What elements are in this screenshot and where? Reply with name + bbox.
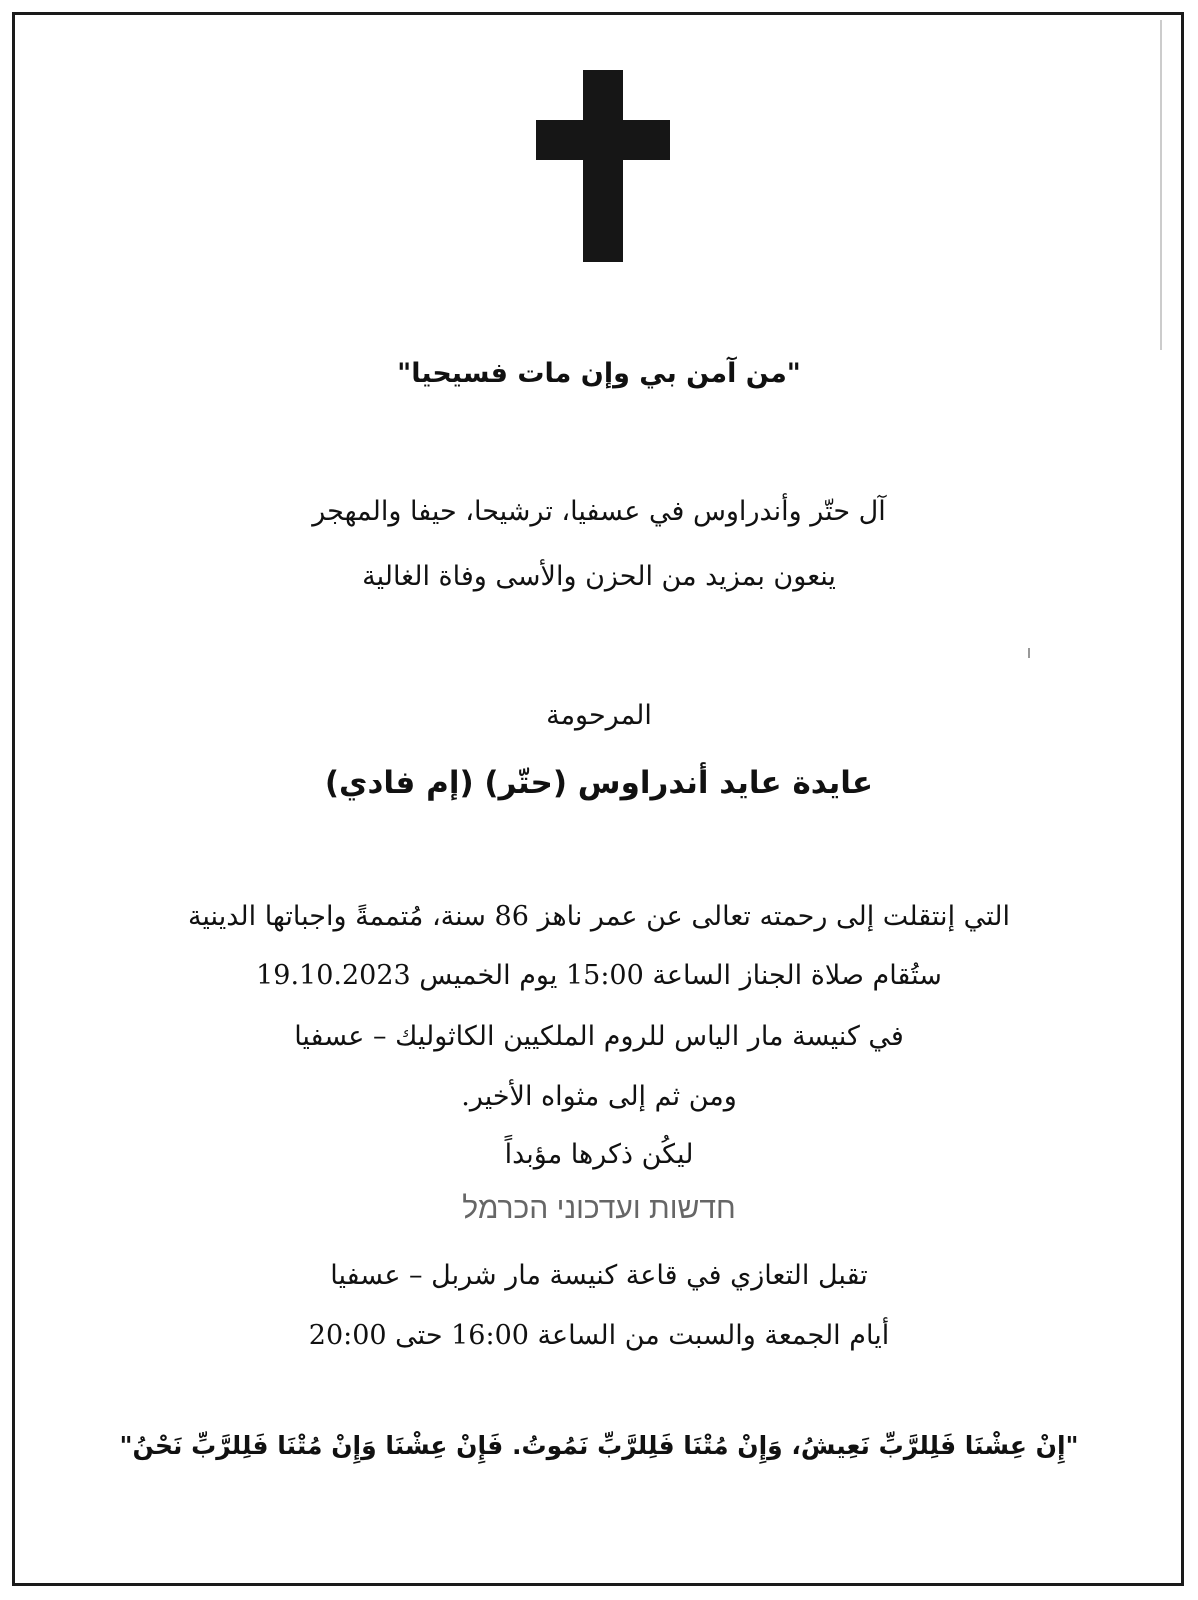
scan-edge-mark bbox=[1160, 20, 1162, 350]
details-memory: ليكُن ذكرها مؤبداً bbox=[504, 1139, 694, 1170]
announcement-families: آل حتّر وأندراوس في عسفيا، ترشيحا، حيفا والمهجر bbox=[312, 496, 886, 527]
announcement-mourning: ينعون بمزيد من الحزن والأسى وفاة الغالية bbox=[362, 561, 836, 592]
condolences-location: تقبل التعازي في قاعة كنيسة مار شربل – عسفيا bbox=[330, 1260, 868, 1291]
details-age-line: التي إنتقلت إلى رحمته تعالى عن عمر ناهز 86 سنة، مُتممةً واجباتها الدينية bbox=[187, 901, 1011, 932]
deceased-name: عايدة عايد أندراوس (حتّر) (إم فادي) bbox=[324, 765, 874, 801]
cross-horizontal-bar bbox=[536, 120, 670, 160]
details-funeral-time: ستُقام صلاة الجناز الساعة 15:00 يوم الخميس 19.10.2023 bbox=[256, 960, 942, 991]
details-church: في كنيسة مار الياس للروم الملكيين الكاثوليك – عسفيا bbox=[294, 1021, 904, 1052]
condolences-hours: أيام الجمعة والسبت من الساعة 16:00 حتى 20:00 bbox=[308, 1320, 890, 1351]
scan-speck bbox=[1028, 648, 1030, 658]
cross-vertical-bar bbox=[583, 70, 623, 262]
scripture-quote: "من آمن بي وإن مات فسيحيا" bbox=[397, 358, 801, 389]
hebrew-watermark: חדשות ועדכוני הכרמל bbox=[462, 1192, 736, 1225]
latin-cross-icon bbox=[536, 70, 670, 262]
details-burial: ومن ثم إلى مثواه الأخير. bbox=[461, 1081, 737, 1112]
deceased-title: المرحومة bbox=[546, 700, 652, 731]
closing-verse: "إِنْ عِشْنَا فَلِلرَّبِّ نَعِيشُ، وَإِنْ مُتْنَا فَلِلرَّبِّ نَمُوتُ. فَإِنْ عِشْنَا وَإِنْ مُتْنَا فَلِلرَّبِّ نَحْنُ" bbox=[119, 1431, 1079, 1460]
